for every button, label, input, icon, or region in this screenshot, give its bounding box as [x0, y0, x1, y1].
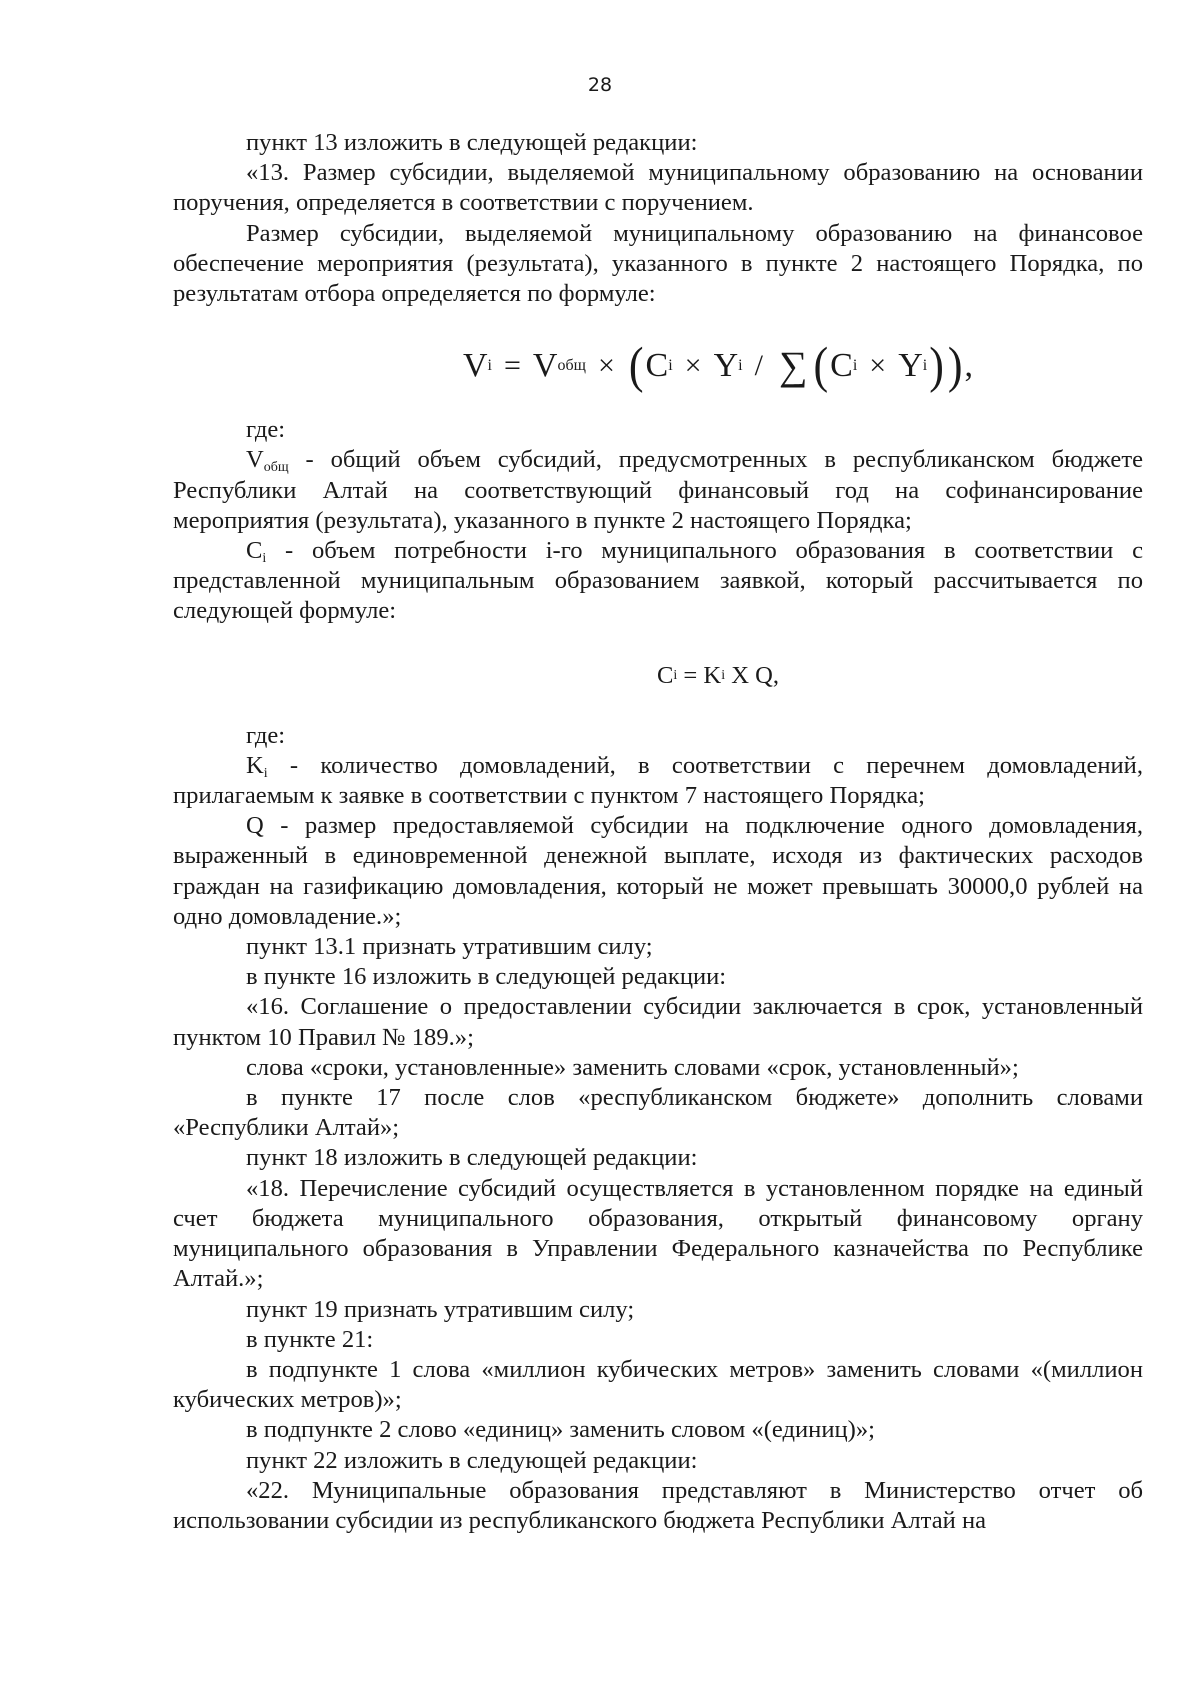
formula-paren-close: )	[929, 337, 944, 394]
where-label: где:	[246, 721, 286, 749]
paragraph: пункт 22 изложить в следующей редакции:	[246, 1446, 698, 1474]
def-subscript: общ	[263, 460, 289, 476]
paragraph: в пункте 21:	[246, 1325, 374, 1353]
formula-divide: /	[754, 349, 763, 383]
formula-symbol-k: K	[703, 661, 722, 689]
ci-formula: C i = K i X Q,	[173, 627, 1143, 721]
def-symbol: C	[246, 537, 263, 565]
document-body	[173, 128, 1143, 1536]
definition-v-total	[173, 445, 1143, 536]
definition-ci	[173, 536, 1143, 627]
formula-paren-open: (	[813, 337, 829, 394]
formula-times: ×	[597, 349, 615, 383]
paragraph: «22. Муниципальные образования представляют в Министерство отчет об использовании субсидии из республиканского бюджета Республики Алтай на	[173, 1476, 1143, 1534]
formula-rest: X Q,	[725, 661, 780, 689]
paragraph: слова «сроки, установленные» заменить словами «срок, установленный»;	[246, 1053, 1019, 1081]
def-text: - количество домовладений, в соответствии с перечнем домовладений, прилагаемым к заявке в соответствии с пунктом 7 настоящего Порядка;	[173, 751, 1143, 810]
formula-times: ×	[869, 349, 887, 383]
def-subscript: i	[263, 765, 268, 781]
formula-symbol-c: C	[830, 347, 853, 385]
def-subscript: i	[262, 551, 267, 567]
paragraph: в пункте 17 после слов «республиканском бюджете» дополнить словами «Республики Алтай»;	[173, 1084, 1143, 1142]
formula-sum: ∑	[778, 343, 808, 389]
paragraph: пункт 18 изложить в следующей редакции:	[246, 1144, 698, 1172]
paragraph: «18. Перечисление субсидий осуществляется в установленном порядке на единый счет бюджета муниципального образования, открытый финансовому органу муниципального образования в Управлении Федерального казначейства по Республике Алтай.»;	[173, 1174, 1143, 1293]
paragraph: «16. Соглашение о предоставлении субсидии заключается в срок, установленный пунктом 10 Правил № 189.»;	[173, 993, 1143, 1051]
formula-equals: =	[504, 349, 521, 383]
def-symbol: K	[246, 751, 264, 779]
where-label: где:	[246, 416, 286, 444]
paragraph: пункт 13 изложить в следующей редакции:	[246, 129, 698, 156]
formula-symbol-c: C	[645, 347, 669, 385]
paragraph: пункт 19 признать утратившим силу;	[246, 1295, 635, 1323]
page-number: 28	[587, 74, 613, 96]
formula-comma: ,	[964, 347, 974, 385]
formula-symbol-y: Y	[898, 347, 923, 385]
paragraph: Размер субсидии, выделяемой муниципальному образованию на финансовое обеспечение мероприятия (результата), указанного в пункте 2 настоящего Порядка, по результатам отбора определяется по формуле:	[173, 219, 1143, 308]
formula-symbol-v-total: V	[532, 347, 558, 385]
formula-paren-close: )	[947, 337, 963, 394]
def-symbol: V	[246, 446, 264, 474]
definition-ki	[173, 751, 1143, 811]
def-text: - объем потребности i-го муниципального образования в соответствии с представленной муниципальным образованием заявкой, который рассчитывается по следующей формуле:	[173, 537, 1143, 625]
paragraph: в подпункте 2 слово «единиц» заменить словом «(единиц)»;	[246, 1416, 875, 1444]
formula-equals: =	[677, 661, 704, 689]
paragraph: «13. Размер субсидии, выделяемой муниципальному образованию на основании поручения, определяется в соответствии с поручением.	[173, 159, 1143, 217]
def-text: - общий объем субсидий, предусмотренных в республиканском бюджете Республики Алтай на соответствующий финансовый год на софинансирование мероприятия (результата), указанного в пункте 2 настоящего Порядка;	[173, 446, 1143, 534]
paragraph: Q - размер предоставляемой субсидии на подключение одного домовладения, выраженный в единовременной денежной выплате, исходя из фактических расходов граждан на газификацию домовладения, который не может превышать 30000,0 рублей на одно домовладение.»;	[173, 812, 1143, 930]
formula-paren-open: (	[628, 337, 644, 394]
formula-symbol-c: C	[656, 661, 674, 689]
formula-times: ×	[684, 349, 702, 383]
paragraph: в пункте 16 изложить в следующей редакции:	[246, 963, 727, 991]
subsidy-formula: V i = V общ × ( C i × Y i / ∑ ( C i × Y i ) ) ,	[462, 337, 974, 394]
formula-symbol-v: V	[462, 347, 488, 385]
paragraph: в подпункте 1 слова «миллион кубических метров» заменить словами «(миллион кубических метров)»;	[173, 1355, 1143, 1414]
formula-symbol-y: Y	[713, 347, 739, 385]
paragraph: пункт 13.1 признать утратившим силу;	[246, 933, 653, 961]
